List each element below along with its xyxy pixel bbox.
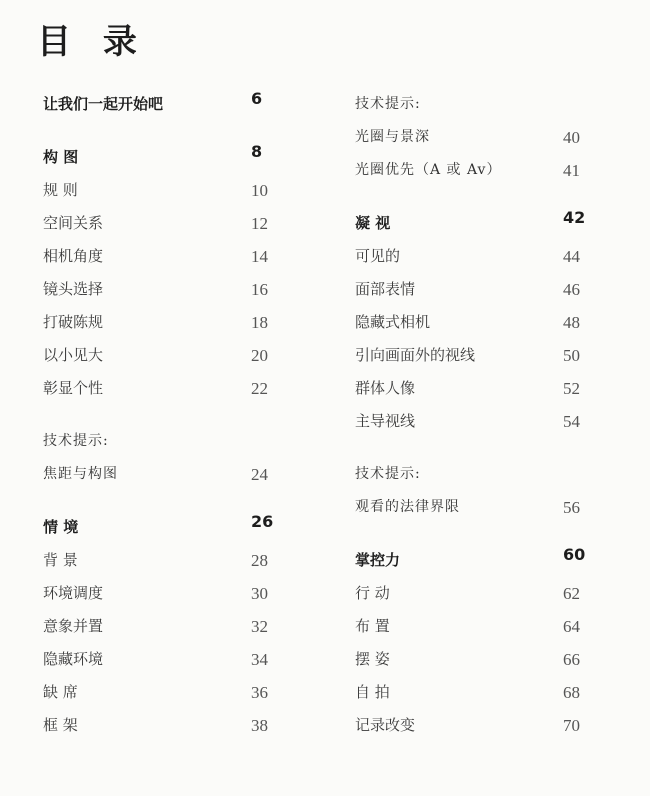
toc-entry[interactable] bbox=[355, 306, 595, 339]
toc-entry-label: 记录改变 bbox=[355, 716, 416, 734]
toc-page-number: 52 bbox=[563, 379, 580, 398]
toc-entry-label: 光圈与景深 bbox=[355, 129, 430, 145]
toc-entry[interactable] bbox=[355, 240, 595, 273]
toc-tip-entry[interactable] bbox=[355, 154, 595, 187]
toc-entry-label: 引向画面外的视线 bbox=[355, 346, 476, 364]
toc-page-number: 46 bbox=[563, 280, 580, 299]
toc-page-number: 18 bbox=[251, 313, 268, 332]
toc-entry[interactable] bbox=[355, 372, 595, 405]
toc-tip-entry[interactable] bbox=[43, 458, 283, 491]
toc-tip-entry[interactable] bbox=[355, 121, 595, 154]
toc-page-number: 22 bbox=[251, 379, 268, 398]
toc-page-number: 50 bbox=[563, 346, 580, 365]
toc-entry[interactable] bbox=[355, 643, 595, 676]
toc-page-number: 24 bbox=[251, 465, 268, 484]
toc-entry-label: 背 景 bbox=[43, 551, 78, 569]
toc-section-heading[interactable] bbox=[43, 141, 283, 174]
toc-page-number: 70 bbox=[563, 716, 580, 735]
toc-entry-label: 面部表情 bbox=[355, 280, 416, 298]
toc-right-column bbox=[355, 88, 595, 742]
toc-entry[interactable] bbox=[43, 174, 283, 207]
toc-entry[interactable] bbox=[43, 676, 283, 709]
toc-entry-label: 凝 视 bbox=[355, 214, 391, 232]
toc-page-number: 16 bbox=[251, 280, 268, 299]
toc-section-heading[interactable] bbox=[355, 544, 595, 577]
toc-entry[interactable] bbox=[43, 643, 283, 676]
toc-entry[interactable] bbox=[43, 339, 283, 372]
toc-entry-label: 主导视线 bbox=[355, 412, 416, 430]
toc-entry-label: 规 则 bbox=[43, 181, 78, 199]
toc-entry-label: 技术提示: bbox=[355, 466, 421, 482]
toc-entry[interactable] bbox=[43, 709, 283, 742]
section-gap bbox=[43, 491, 283, 511]
toc-page-number: 42 bbox=[563, 208, 586, 227]
toc-page-number: 64 bbox=[563, 617, 580, 636]
toc-page-number: 62 bbox=[563, 584, 580, 603]
toc-tip-entry[interactable] bbox=[355, 458, 595, 491]
toc-entry-label: 布 置 bbox=[355, 617, 390, 635]
toc-page-number: 30 bbox=[251, 584, 268, 603]
toc-entry-label: 隐藏环境 bbox=[43, 650, 104, 668]
section-gap bbox=[355, 187, 595, 207]
toc-entry[interactable] bbox=[355, 577, 595, 610]
toc-entry[interactable] bbox=[43, 306, 283, 339]
toc-page-number: 8 bbox=[251, 142, 263, 161]
toc-page-number: 66 bbox=[563, 650, 580, 669]
toc-entry[interactable] bbox=[43, 544, 283, 577]
toc-tip-entry[interactable] bbox=[355, 88, 595, 121]
page-title: 目 录 bbox=[37, 22, 147, 62]
toc-entry-label: 行 动 bbox=[355, 584, 390, 602]
toc-page-number: 41 bbox=[563, 161, 580, 180]
toc-entry[interactable] bbox=[43, 372, 283, 405]
toc-entry-label: 光圈优先（A 或 Av） bbox=[355, 162, 502, 178]
toc-entry-label: 技术提示: bbox=[43, 433, 109, 449]
toc-entry[interactable] bbox=[355, 339, 595, 372]
toc-entry-label: 让我们一起开始吧 bbox=[43, 95, 164, 113]
toc-page-number: 12 bbox=[251, 214, 268, 233]
toc-page-number: 14 bbox=[251, 247, 268, 266]
toc-tip-entry[interactable] bbox=[355, 491, 595, 524]
toc-entry-label: 环境调度 bbox=[43, 584, 104, 602]
toc-entry[interactable] bbox=[43, 273, 283, 306]
toc-page-number: 54 bbox=[563, 412, 580, 431]
toc-entry-label: 框 架 bbox=[43, 716, 78, 734]
toc-page-number: 44 bbox=[563, 247, 580, 266]
toc-page-number: 48 bbox=[563, 313, 580, 332]
toc-page-number: 10 bbox=[251, 181, 268, 200]
toc-left-column bbox=[43, 88, 283, 742]
toc-page-number: 26 bbox=[251, 512, 274, 531]
toc-entry-label: 掌控力 bbox=[355, 551, 401, 569]
toc-entry-label: 缺 席 bbox=[43, 683, 78, 701]
toc-entry-label: 彰显个性 bbox=[43, 379, 104, 397]
toc-page-number: 56 bbox=[563, 498, 580, 517]
toc-entry-label: 构 图 bbox=[43, 148, 79, 166]
toc-page-number: 60 bbox=[563, 545, 586, 564]
section-gap bbox=[43, 405, 283, 425]
toc-entry[interactable] bbox=[355, 273, 595, 306]
toc-entry-label: 可见的 bbox=[355, 247, 401, 265]
section-gap bbox=[355, 438, 595, 458]
toc-section-heading[interactable] bbox=[43, 511, 283, 544]
toc-section-heading[interactable] bbox=[355, 207, 595, 240]
toc-entry-label: 空间关系 bbox=[43, 214, 104, 232]
toc-entry[interactable] bbox=[355, 676, 595, 709]
toc-entry-label: 摆 姿 bbox=[355, 650, 390, 668]
toc-entry-label: 情 境 bbox=[43, 518, 79, 536]
toc-page-number: 6 bbox=[251, 89, 263, 108]
toc-entry-label: 群体人像 bbox=[355, 379, 416, 397]
section-gap bbox=[43, 121, 283, 141]
toc-entry-label: 技术提示: bbox=[355, 96, 421, 112]
toc-entry-label: 打破陈规 bbox=[43, 313, 104, 331]
section-gap bbox=[355, 524, 595, 544]
toc-page-number: 28 bbox=[251, 551, 268, 570]
toc-entry-label: 镜头选择 bbox=[43, 280, 104, 298]
toc-entry-label: 意象并置 bbox=[43, 617, 104, 635]
toc-entry-label: 相机角度 bbox=[43, 247, 104, 265]
toc-page-number: 34 bbox=[251, 650, 268, 669]
toc-entry[interactable] bbox=[43, 610, 283, 643]
toc-section-heading[interactable] bbox=[43, 88, 283, 121]
toc-tip-entry[interactable] bbox=[43, 425, 283, 458]
toc-entry-label: 焦距与构图 bbox=[43, 466, 118, 482]
toc-page-number: 32 bbox=[251, 617, 268, 636]
toc-entry-label: 自 拍 bbox=[355, 683, 390, 701]
toc-page-number: 68 bbox=[563, 683, 580, 702]
toc-page-number: 20 bbox=[251, 346, 268, 365]
toc-entry-label: 观看的法律界限 bbox=[355, 499, 460, 515]
toc-entry[interactable] bbox=[355, 405, 595, 438]
toc-page-number: 36 bbox=[251, 683, 268, 702]
toc-entry[interactable] bbox=[43, 577, 283, 610]
toc-entry-label: 隐藏式相机 bbox=[355, 313, 431, 331]
toc-page-number: 38 bbox=[251, 716, 268, 735]
toc-entry[interactable] bbox=[355, 709, 595, 742]
toc-entry-label: 以小见大 bbox=[43, 346, 104, 364]
toc-entry[interactable] bbox=[355, 610, 595, 643]
toc-entry[interactable] bbox=[43, 240, 283, 273]
toc-page-number: 40 bbox=[563, 128, 580, 147]
toc-entry[interactable] bbox=[43, 207, 283, 240]
